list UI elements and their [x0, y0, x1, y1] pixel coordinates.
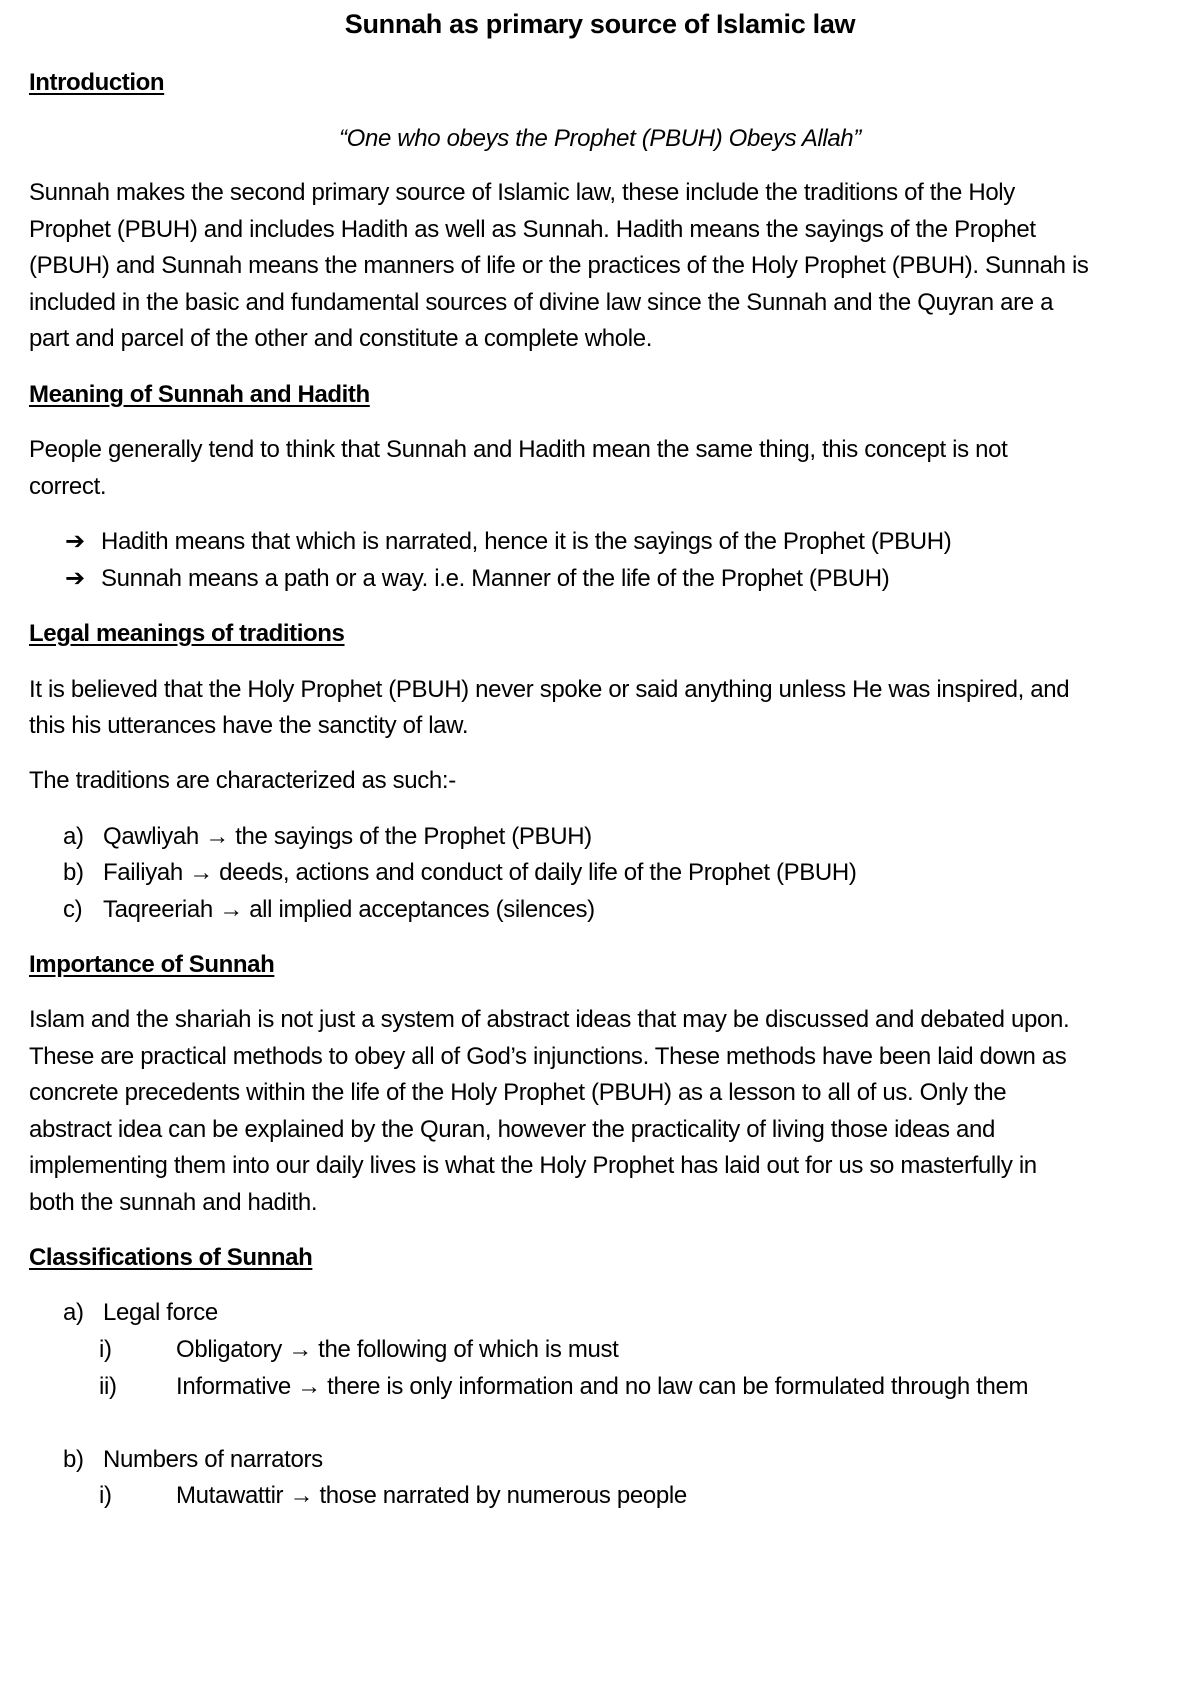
- paragraph-line: abstract idea can be explained by the Quran, however the practicality of living those ideas and: [29, 1116, 996, 1143]
- heading-classifications: Classifications of Sunnah: [29, 1244, 313, 1271]
- list-item: [65, 567, 889, 591]
- list-item: [63, 861, 857, 885]
- list-item-text: Informative → there is only information and no law can be formulated through them: [176, 1373, 1029, 1400]
- list-marker: a): [63, 1299, 84, 1326]
- heading-meaning: Meaning of Sunnah and Hadith: [29, 381, 370, 408]
- paragraph-line: both the sunnah and hadith.: [29, 1189, 318, 1216]
- heading-introduction: Introduction: [29, 69, 165, 96]
- list-item: [65, 530, 951, 554]
- paragraph-line: It is believed that the Holy Prophet (PBUH) never spoke or said anything unless He was inspired, and: [29, 676, 1070, 703]
- list-marker: i): [99, 1482, 112, 1509]
- paragraph-line: These are practical methods to obey all of God’s injunctions. These methods have been laid down as: [29, 1043, 1067, 1070]
- arrow-bullet-icon: ➔: [65, 528, 85, 555]
- list-item-text: Obligatory → the following of which is must: [176, 1336, 619, 1363]
- list-item-text: Sunnah means a path or a way. i.e. Manner of the life of the Prophet (PBUH): [101, 565, 890, 592]
- paragraph-line: Prophet (PBUH) and includes Hadith as well as Sunnah. Hadith means the sayings of the Prophet: [29, 216, 1036, 243]
- list-item-text: Legal force: [103, 1299, 218, 1326]
- list-marker: b): [63, 859, 84, 886]
- list-item-text: Taqreeriah → all implied acceptances (silences): [103, 896, 595, 923]
- sub-list-item: [99, 1338, 618, 1362]
- list-marker: b): [63, 1446, 84, 1473]
- heading-legal-meanings: Legal meanings of traditions: [29, 620, 345, 647]
- page-title: Sunnah as primary source of Islamic law: [344, 9, 856, 39]
- paragraph-line: Islam and the shariah is not just a system of abstract ideas that may be discussed and debated upon.: [29, 1006, 1070, 1033]
- list-item-text: Numbers of narrators: [103, 1446, 323, 1473]
- intro-quote: “One who obeys the Prophet (PBUH) Obeys Allah”: [339, 125, 861, 152]
- paragraph-line: People generally tend to think that Sunnah and Hadith mean the same thing, this concept is not: [29, 436, 1008, 463]
- paragraph-line: this his utterances have the sanctity of law.: [29, 712, 469, 739]
- list-item-text: Qawliyah → the sayings of the Prophet (PBUH): [103, 823, 592, 850]
- paragraph-line: implementing them into our daily lives is what the Holy Prophet has laid out for us so masterfully in: [29, 1152, 1037, 1179]
- paragraph-line: Sunnah makes the second primary source of Islamic law, these include the traditions of the Holy: [29, 179, 1015, 206]
- list-item-text: Hadith means that which is narrated, hence it is the sayings of the Prophet (PBUH): [101, 528, 952, 555]
- sub-list-item: [99, 1484, 687, 1508]
- paragraph-line: part and parcel of the other and constitute a complete whole.: [29, 325, 653, 352]
- heading-importance: Importance of Sunnah: [29, 951, 275, 978]
- list-item-text: Mutawattir → those narrated by numerous people: [176, 1482, 687, 1509]
- list-item: [63, 1301, 218, 1325]
- list-marker: c): [63, 896, 83, 923]
- paragraph-line: (PBUH) and Sunnah means the manners of life or the practices of the Holy Prophet (PBUH). Sunnah is: [29, 252, 1089, 279]
- paragraph-line: correct.: [29, 473, 107, 500]
- list-marker: i): [99, 1336, 112, 1363]
- paragraph-line: concrete precedents within the life of the Holy Prophet (PBUH) as a lesson to all of us. Only the: [29, 1079, 1007, 1106]
- arrow-bullet-icon: ➔: [65, 565, 85, 592]
- list-item: [63, 898, 595, 922]
- list-item: [63, 1448, 323, 1472]
- paragraph-line: included in the basic and fundamental sources of divine law since the Sunnah and the Quyran are a: [29, 289, 1054, 316]
- list-item-text: Failiyah → deeds, actions and conduct of daily life of the Prophet (PBUH): [103, 859, 857, 886]
- list-item: [63, 825, 592, 849]
- paragraph-line: The traditions are characterized as such:-: [29, 767, 456, 794]
- list-marker: a): [63, 823, 84, 850]
- sub-list-item: [99, 1375, 1028, 1399]
- list-marker: ii): [99, 1373, 117, 1400]
